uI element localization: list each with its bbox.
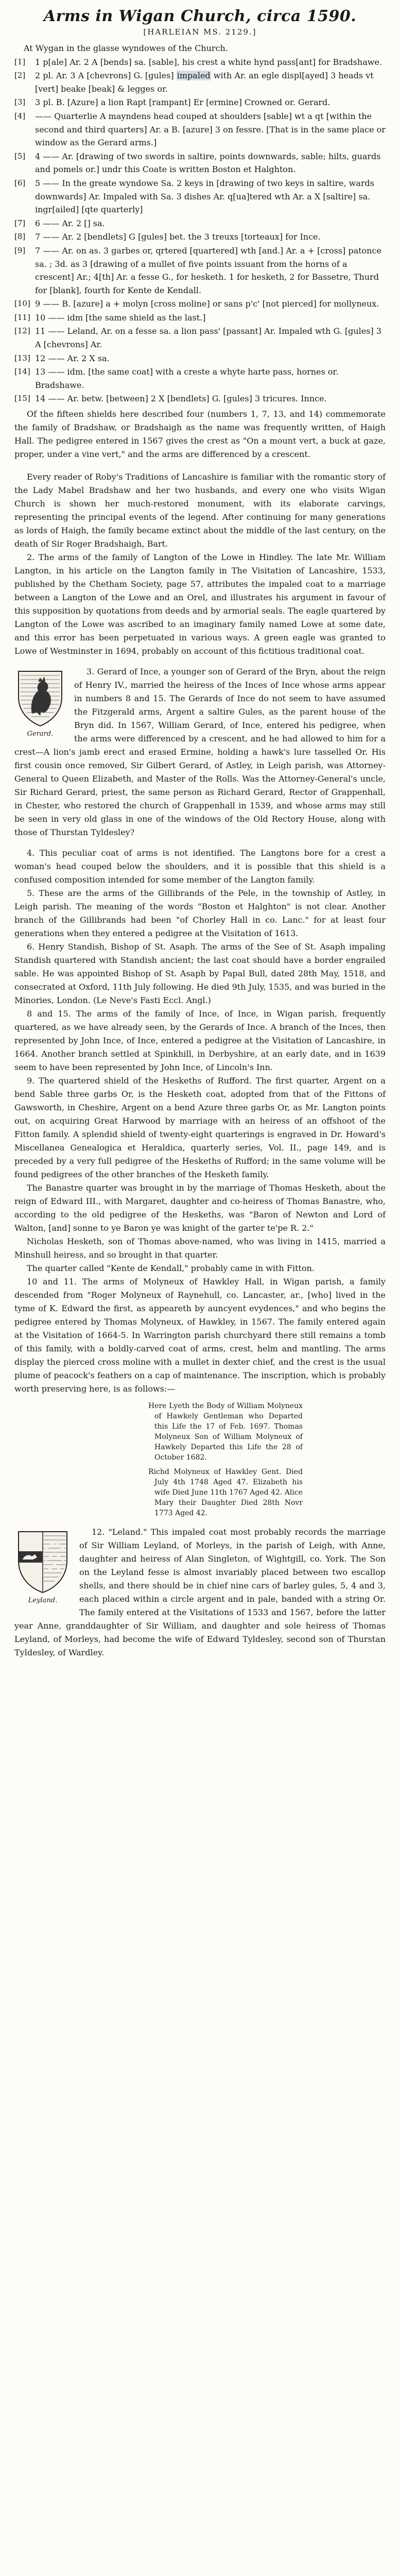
- note-number: [9]: [14, 245, 26, 255]
- note-number: [11]: [14, 312, 30, 322]
- note-number: [15]: [14, 394, 30, 403]
- note-number: [5]: [14, 151, 26, 161]
- paragraph: 2. The arms of the family of Langton of the Lowe in Hindley. The late Mr. William Langton, in his article on the Langton family in The Visitation of Lancashire, 1533, published by the Chetham Society, page 57, attributes the impaled coat to a marriage between a Langton of the Lowe and an Orel, and illustrates his argument in favour of this supposition by quotations from deeds and by armorial seals. The eagle quartered by Langton of the Lowe was ascribed to an imaginary family named Lowe at some date, and this error has been perpetuated in various ways. A green eagle was granted to Lowe of Westminster in 1694, probably on account of this fictitious traditional coat.: [14, 552, 386, 656]
- epitaph-entry: Richd Molyneux of Hawkley Gent. Died July 4th 1748 Aged 47. Elizabeth his wife Died June 11th 1767 Aged 42. Alice Mary their Daughter Died 28th Novr 1773 Aged 42.: [148, 1468, 303, 1518]
- list-item: [14, 392, 386, 405]
- epitaph: [148, 1401, 303, 1518]
- list-item: [14, 311, 386, 325]
- gerard-shield-icon: [14, 668, 66, 729]
- paragraph: Every reader of Roby's Traditions of Lancashire is familiar with the romantic story of the Lady Mabel Bradshaw and her two husbands, and every one who visits Wigan Church is shown her much-restored monument, with its elaborate carvings, representing the principal events of the legend. After continuing for many generations as lords of Haigh, the family became extinct about the middle of the last century, on the death of Sir Roger Bradshaigh, Bart.: [14, 472, 386, 549]
- list-item: [14, 56, 386, 69]
- list-item: [14, 217, 386, 230]
- gerard-figure: [14, 668, 66, 738]
- note-text: 12 —— Ar. 2 X sa.: [35, 353, 110, 363]
- note-number: [13]: [14, 353, 30, 363]
- note-text: —— Quarterlie A mayndens head couped at shoulders [sable] wt a qt [within the second and third quarters] Ar. a B. [azure] 3 on fessre. [That is in the same place or window as the Gerard arms.]: [35, 111, 386, 148]
- intro-paragraph: Of the fifteen shields here described four (numbers 1, 7, 13, and 14) commemorate the family of Bradshaw, or Bradshaigh as the name was frequently written, of Haigh Hall. The pedigree entered in 1567 gives the crest as "On a mount vert, a buck at gaze, proper, under a vine vert," and the arms are differenced by a crescent.: [14, 409, 386, 460]
- notes-intro: At Wygan in the glasse wyndowes of the Church.: [24, 43, 228, 53]
- paragraph: 8 and 15. The arms of the family of Ince, of Ince, in Wigan parish, frequently quartered, as we have already seen, by the Gerards of Ince. A branch of the Inces, then represented by John Ince, of Ince, entered a pedigree at the Visitation of Lancashire, in 1664. Another branch settled at Spinkhill, in Derbyshire, at an early date, and in 1639 seem to have been represented by John Ince, of Lincoln's Inn.: [14, 1009, 386, 1073]
- note-text: 10 —— idm [the same shield as the last.]: [35, 312, 206, 323]
- note-number: [3]: [14, 97, 26, 107]
- note-text: 2 pl. Ar. 3 A [chevrons] G. [gules] impaled with Ar. an egle displ[ayed] 3 heads vt [vert] beake [beak] & legges or.: [35, 71, 374, 94]
- list-item: [14, 244, 386, 297]
- paragraph: The Banastre quarter was brought in by the marriage of Thomas Hesketh, about the reign of Edward III., with Margaret, daughter and co-heiress of Thomas Banastre, who, according to the old pedigree of the Heskeths, was "Baron of Newton and Lord of Walton, [and] sonne to ye Baron ye was knight of the garter te'pe R. 2.": [14, 1183, 386, 1233]
- note-text: 7 —— Ar. on as. 3 garbes or, qrtered [quartered] wth [and.] Ar. a + [cross] patonce sa. ; 3d. as 3 [drawing of a mullet of five points issuant from the horns of a crescent] Ar.; 4[th] Ar. a fesse G., for hesketh. 1 for hesketh, 2 for Bassetre, Thurd for [blank], fourth for Kente de Kendall.: [35, 245, 381, 295]
- notes-list: [14, 42, 386, 405]
- list-item: [14, 297, 386, 311]
- note-number: [1]: [14, 57, 26, 66]
- paragraph: 9. The quartered shield of the Heskeths of Rufford. The first quarter, Argent on a bend Sable three garbs Or, is the Hesketh coat, adopted from that of the Fittons of Gawsworth, in Cheshire, Argent on a bend Azure three garbs Or, as Mr. Langton points out, on acquiring Great Harwood by marriage with an heiress of an offshoot of the Fitton family. A splendid shield of twenty-eight quarterings is engraved in Dr. Howard's Miscellanea Genealogica et Heraldica, quarterly series, Vol. II., page 149, and is preceded by a very full pedigree of the Heskeths of Rufford; in the same volume will be found pedigrees of the other branches of the Hesketh family.: [14, 1076, 386, 1180]
- list-item: [14, 69, 386, 95]
- leland-figure: [14, 1529, 71, 1604]
- note-text: 14 —— Ar. betw. [between] 2 X [bendlets] G. [gules] 3 tricures. Innce.: [35, 394, 327, 404]
- running-head: Arms in Wigan Church, circa 1590.: [43, 7, 357, 25]
- gerard-paragraph: 3. Gerard of Ince, a younger son of Gerard of the Bryn, about the reign of Henry IV., married the heiress of the Inces of Ince whose arms appear in numbers 8 and 15. The Gerards of Ince do not seem to have assumed the Fitzgerald arms, Argent a saltire Gules, as the parent house of the Bryn did. In 1567, William Gerard, of Ince, entered his pedigree, when the arms were differenced by a crescent, and he had allowed to him for a crest—A lion's jamb erect and erased Ermine, holding a hawk's lure tasselled Or. His first cousin once removed, Sir Gilbert Gerard, of Astley, in Leigh parish, was Attorney-General to Queen Elizabeth, and Master of the Rolls. Was the Attorney-General's uncle, Sir Richard Gerard, priest, the same person as Richard Gerard, Rector of Grappenhall, in Chester, who restored the church of Grappenhall in 1539, and whose arms may still be seen in very old glass in one of the windows of the Old Rectory House, along with those of Thurstan Tyldesley?: [14, 667, 386, 838]
- gerard-section: [14, 665, 386, 839]
- leyland-shield-icon: [14, 1529, 71, 1596]
- list-item: [14, 352, 386, 365]
- paragraph: 4. This peculiar coat of arms is not identified. The Langtons bore for a crest a woman's head couped below the shoulders, and it is possible that this shield is a confused composition intended for some member of the Langton family.: [14, 848, 386, 885]
- paragraph: 6. Henry Standish, Bishop of St. Asaph. The arms of the See of St. Asaph impaling Standish quartered with Standish ancient; the last coat should have a border engrailed sable. He was appointed Bishop of St. Asaph by Papal Bull, dated 28th May, 1518, and consecrated at Oxford, 11th July following. He died 9th July, 1535, and was buried in the Minories, London. (Le Neve's Fasti Eccl. Angl.): [14, 942, 386, 1006]
- paragraph: The quarter called "Kente de Kendall," probably came in with Fitton.: [27, 1263, 315, 1274]
- highlighted-word: impaled: [177, 71, 211, 81]
- paragraph: Nicholas Hesketh, son of Thomas above-named, who was living in 1415, married a Minshull heiress, and so brought in that quarter.: [14, 1236, 386, 1260]
- list-item: [14, 110, 386, 149]
- note-text: 4 —— Ar. [drawing of two swords in saltire, points downwards, sable; hilts, guards and pomels or.] undr this Coate is written Boston et Halghton.: [35, 151, 381, 175]
- body-section: [14, 846, 386, 1396]
- note-number: [2]: [14, 71, 26, 80]
- note-number: [6]: [14, 178, 26, 188]
- manuscript-reference: [HARLEIAN MS. 2129.]: [143, 27, 257, 37]
- note-text: 7 —— Ar. 2 [bendlets] G [gules] bet. the 3 treuxs [torteaux] for Ince.: [35, 232, 321, 242]
- note-text: 5 —— In the greate wyndowe Sa. 2 keys in [drawing of two keys in saltire, wards downwards] Ar. Impaled with Sa. 3 dishes Ar. q[ua]tered wth Ar. a X [saltire] sa. ingr[ailed] [qte quarterly]: [35, 178, 374, 215]
- note-text: 6 —— Ar. 2 [] sa.: [35, 218, 105, 228]
- note-number: [10]: [14, 299, 30, 309]
- list-item: [14, 230, 386, 244]
- list-item: [14, 96, 386, 109]
- note-number: [12]: [14, 326, 30, 336]
- list-item: [14, 325, 386, 351]
- note-number: [14]: [14, 367, 30, 377]
- note-text: 11 —— Leland, Ar. on a fesse sa. a lion pass' [passant] Ar. Impaled wth G. [gules] 3 A [chevrons] Ar.: [35, 326, 381, 350]
- note-number: [8]: [14, 232, 26, 242]
- list-item: [14, 365, 386, 392]
- leland-section: [14, 1526, 386, 1659]
- paragraph: 5. These are the arms of the Gillibrands of the Pele, in the township of Astley, in Leigh parish. The meaning of the words "Boston et Halghton" is not clear. Another branch of the Gillibrands had been "of Chorley Hall in co. Lanc." for at least four generations when they entered a pedigree at the Visitation of 1613.: [14, 888, 386, 939]
- body-section: [14, 470, 386, 658]
- figure-caption: Gerard.: [27, 730, 54, 738]
- figure-caption: Leyland.: [28, 1597, 58, 1605]
- list-item: [14, 150, 386, 176]
- note-number: [4]: [14, 111, 26, 121]
- epitaph-entry: Here Lyeth the Body of William Molyneux of Hawkely Gentleman who Departed this Life the 17 of Feb. 1697. Thomas Molyneux Son of William Molyneux of Hawkely Departed this Life the 28 of October 1682.: [148, 1402, 303, 1462]
- note-number: [7]: [14, 218, 26, 228]
- list-item: [14, 177, 386, 216]
- leland-paragraph: 12. "Leland." This impaled coat most probably records the marriage of Sir William Leyland, of Morleys, in the parish of Leigh, with Anne, daughter and heiress of Alan Singleton, of Wightgill, co. York. The Son on the Leyland fesse is almost invariably placed between two escallop shells, and there should be in chief nine cars of barley gules, 5, 4 and 3, each placed within a circle argent and in pale, banded with a string Or. The family entered at the Visitations of 1533 and 1567, before the latter year Anne, granddaughter of Sir William, and daughter and sole heiress of Thomas Leyland, of Morleys, had become the wife of Edward Tyldesley, second son of Thurstan Tyldesley, of Wardley.: [14, 1527, 386, 1658]
- note-text: 3 pl. B. [Azure] a lion Rapt [rampant] Er [ermine] Crowned or. Gerard.: [35, 97, 331, 108]
- note-text: 13 —— idm. [the same coat] with a creste a whyte harte pass, hornes or. Bradshawe.: [35, 367, 339, 390]
- note-text: 1 p[ale] Ar. 2 A [bends] sa. [sable], his crest a white hynd pass[ant] for Bradshawe.: [35, 57, 382, 67]
- paragraph: 10 and 11. The arms of Molyneux of Hawkley Hall, in Wigan parish, a family descended from "Roger Molyneux of Raynehull, co. Lancaster, ar., [who] lived in the tyme of K. Edward the first, as appeareth by auncyent evydences," and who begins the pedigree entered by Thomas Molyneux, of Hawkley, in 1567. The family entered again at the Visitation of 1664-5. In Warrington parish churchyard there still remains a tomb of this family, with a boldly-carved coat of arms, crest, helm and mantling. The arms display the pierced cross moline with a mullet in dexter chief, and the crest is the usual plume of peacock's feathers on a cap of maintenance. The inscription, which is probably worth preserving here, is as follows:—: [14, 1277, 386, 1394]
- note-text: 9 —— B. [azure] a + molyn [cross moline] or sans p'c' [not pierced] for mollyneux.: [35, 299, 379, 309]
